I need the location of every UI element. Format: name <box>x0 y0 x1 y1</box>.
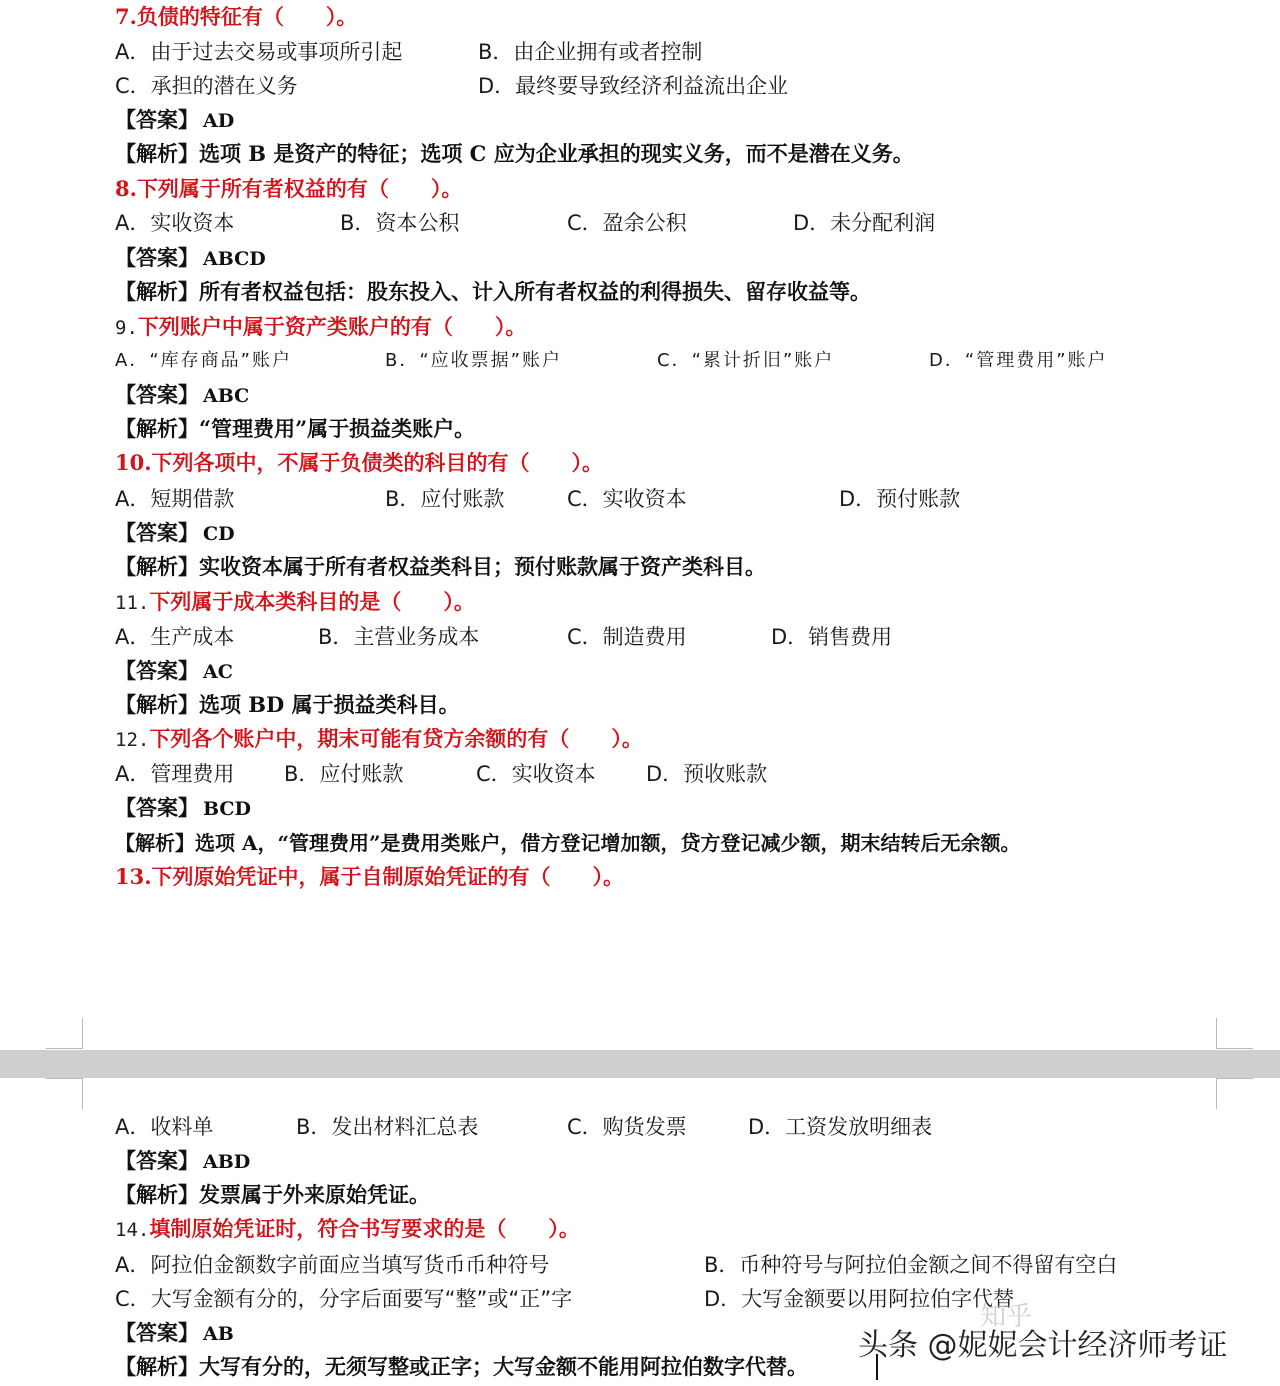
page-break-gap <box>0 1050 1280 1078</box>
question-8-option-c: C．盈余公积 <box>567 211 687 235</box>
question-13-option-a: A．收料单 <box>115 1115 214 1139</box>
question-9-option-b: B．“应收票据”账户 <box>385 350 563 371</box>
question-13-answer: 【答案】 ABD <box>115 1148 251 1173</box>
question-14-option-a: A．阿拉伯金额数字前面应当填写货币币种符号 <box>115 1253 550 1277</box>
question-14-option-d: D．大写金额要以用阿拉伯字代替 <box>704 1287 1015 1311</box>
question-8-stem: 8.下列属于所有者权益的有（ ）。 <box>115 176 463 201</box>
question-13-stem: 13.下列原始凭证中，属于自制原始凭证的有（ ）。 <box>115 864 625 889</box>
question-11-option-d: D．销售费用 <box>771 625 893 649</box>
question-13-explanation: 【解析】发票属于外来原始凭证。 <box>115 1182 430 1207</box>
question-11-answer: 【答案】 AC <box>115 658 233 683</box>
question-12-option-a: A．管理费用 <box>115 762 235 786</box>
question-10-option-c: C．实收资本 <box>567 487 687 511</box>
crop-mark-bottom-left <box>46 1078 83 1109</box>
question-9-stem: 9.下列账户中属于资产类账户的有（ ）。 <box>115 314 527 339</box>
question-14-stem: 14.填制原始凭证时，符合书写要求的是（ ）。 <box>115 1216 580 1241</box>
question-11-option-b: B．主营业务成本 <box>318 625 480 649</box>
question-9-option-d: D．“管理费用”账户 <box>929 350 1108 371</box>
question-10-option-a: A．短期借款 <box>115 487 235 511</box>
question-12-option-b: B．应付账款 <box>284 762 404 786</box>
question-9-option-c: C．“累计折旧”账户 <box>657 350 835 371</box>
question-14-option-c: C．大写金额有分的，分字后面要写“整”或“正”字 <box>115 1287 573 1311</box>
question-7-explanation: 【解析】选项 B 是资产的特征；选项 C 应为企业承担的现实义务，而不是潜在义务。 <box>115 141 914 166</box>
question-8-option-b: B．资本公积 <box>340 211 460 235</box>
crop-mark-top-left <box>46 1018 83 1049</box>
question-11-option-c: C．制造费用 <box>567 625 687 649</box>
question-7-option-b: B．由企业拥有或者控制 <box>478 40 703 64</box>
question-7-answer: 【答案】 AD <box>115 107 235 132</box>
question-13-option-d: D．工资发放明细表 <box>748 1115 933 1139</box>
crop-mark-bottom-right <box>1216 1078 1253 1109</box>
question-9-answer: 【答案】 ABC <box>115 382 250 407</box>
question-12-explanation: 【解析】选项 A，“管理费用”是费用类账户，借方登记增加额，贷方登记减少额，期末结转后无余额。 <box>115 831 1021 855</box>
question-8-option-d: D．未分配利润 <box>793 211 936 235</box>
question-11-explanation: 【解析】选项 BD 属于损益类科目。 <box>115 692 460 717</box>
crop-mark-top-right <box>1216 1018 1253 1049</box>
question-7-option-a: A．由于过去交易或事项所引起 <box>115 40 403 64</box>
question-13-option-c: C．购货发票 <box>567 1115 687 1139</box>
question-12-answer: 【答案】 BCD <box>115 795 252 820</box>
question-12-option-d: D．预收账款 <box>646 762 768 786</box>
question-10-answer: 【答案】 CD <box>115 520 235 545</box>
question-11-option-a: A．生产成本 <box>115 625 235 649</box>
question-13-option-b: B．发出材料汇总表 <box>296 1115 479 1139</box>
question-8-option-a: A．实收资本 <box>115 211 235 235</box>
question-11-stem: 11.下列属于成本类科目的是（ ）。 <box>115 589 475 614</box>
question-7-stem: 7.负债的特征有（ ）。 <box>115 4 358 29</box>
question-7-option-d: D．最终要导致经济利益流出企业 <box>478 74 789 98</box>
question-8-answer: 【答案】 ABCD <box>115 245 266 270</box>
question-8-explanation: 【解析】所有者权益包括：股东投入、计入所有者权益的利得损失、留存收益等。 <box>115 279 871 304</box>
question-14-option-b: B．币种符号与阿拉伯金额之间不得留有空白 <box>704 1253 1118 1277</box>
question-14-explanation: 【解析】大写有分的，无须写整或正字；大写金额不能用阿拉伯数字代替。 <box>115 1354 808 1379</box>
question-12-option-c: C．实收资本 <box>476 762 596 786</box>
question-10-stem: 10.下列各项中，不属于负债类的科目的有（ ）。 <box>115 450 604 475</box>
question-10-option-d: D．预付账款 <box>839 487 961 511</box>
question-12-stem: 12.下列各个账户中，期末可能有贷方余额的有（ ）。 <box>115 726 643 751</box>
watermark-faint: 知乎 <box>980 1302 1033 1332</box>
question-10-explanation: 【解析】实收资本属于所有者权益类科目；预付账款属于资产类科目。 <box>115 554 766 579</box>
watermark-toutiao: 头条 @妮妮会计经济师考证 <box>858 1328 1228 1363</box>
question-10-option-b: B．应付账款 <box>385 487 505 511</box>
question-9-explanation: 【解析】“管理费用”属于损益类账户。 <box>115 416 476 441</box>
question-14-answer: 【答案】 AB <box>115 1320 234 1345</box>
question-7-option-c: C．承担的潜在义务 <box>115 74 298 98</box>
question-9-option-a: A．“库存商品”账户 <box>115 350 292 371</box>
